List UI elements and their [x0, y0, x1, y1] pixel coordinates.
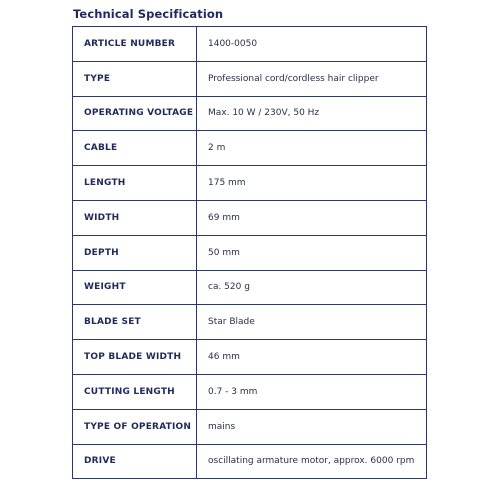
- spec-value: 1400-0050: [197, 27, 427, 62]
- spec-row: [73, 305, 427, 340]
- spec-row: [73, 96, 427, 131]
- spec-label: ARTICLE NUMBER: [73, 27, 197, 62]
- spec-row: [73, 270, 427, 305]
- spec-label: LENGTH: [73, 166, 197, 201]
- spec-value: 0.7 - 3 mm: [197, 374, 427, 409]
- spec-table: [72, 26, 427, 479]
- spec-table-body: [73, 27, 427, 479]
- spec-label: TOP BLADE WIDTH: [73, 340, 197, 375]
- spec-label: DEPTH: [73, 235, 197, 270]
- spec-row: [73, 61, 427, 96]
- spec-label: TYPE: [73, 61, 197, 96]
- spec-row: [73, 340, 427, 375]
- spec-value: oscillating armature motor, approx. 6000 rpm: [197, 444, 427, 479]
- page-title: Technical Specification: [73, 7, 224, 21]
- spec-label: WIDTH: [73, 200, 197, 235]
- spec-row: [73, 235, 427, 270]
- spec-label: CUTTING LENGTH: [73, 374, 197, 409]
- spec-label: DRIVE: [73, 444, 197, 479]
- spec-value: ca. 520 g: [197, 270, 427, 305]
- spec-label: WEIGHT: [73, 270, 197, 305]
- spec-value: 46 mm: [197, 340, 427, 375]
- spec-label: OPERATING VOLTAGE: [73, 96, 197, 131]
- spec-value: 175 mm: [197, 166, 427, 201]
- spec-row: [73, 166, 427, 201]
- spec-value: Professional cord/cordless hair clipper: [197, 61, 427, 96]
- spec-value: 69 mm: [197, 200, 427, 235]
- spec-label: BLADE SET: [73, 305, 197, 340]
- spec-value: Star Blade: [197, 305, 427, 340]
- spec-row: [73, 27, 427, 62]
- spec-value: Max. 10 W / 230V, 50 Hz: [197, 96, 427, 131]
- spec-row: [73, 444, 427, 479]
- spec-value: 50 mm: [197, 235, 427, 270]
- spec-row: [73, 409, 427, 444]
- spec-label: TYPE OF OPERATION: [73, 409, 197, 444]
- spec-row: [73, 374, 427, 409]
- spec-row: [73, 131, 427, 166]
- spec-row: [73, 200, 427, 235]
- spec-label: CABLE: [73, 131, 197, 166]
- spec-value: 2 m: [197, 131, 427, 166]
- spec-value: mains: [197, 409, 427, 444]
